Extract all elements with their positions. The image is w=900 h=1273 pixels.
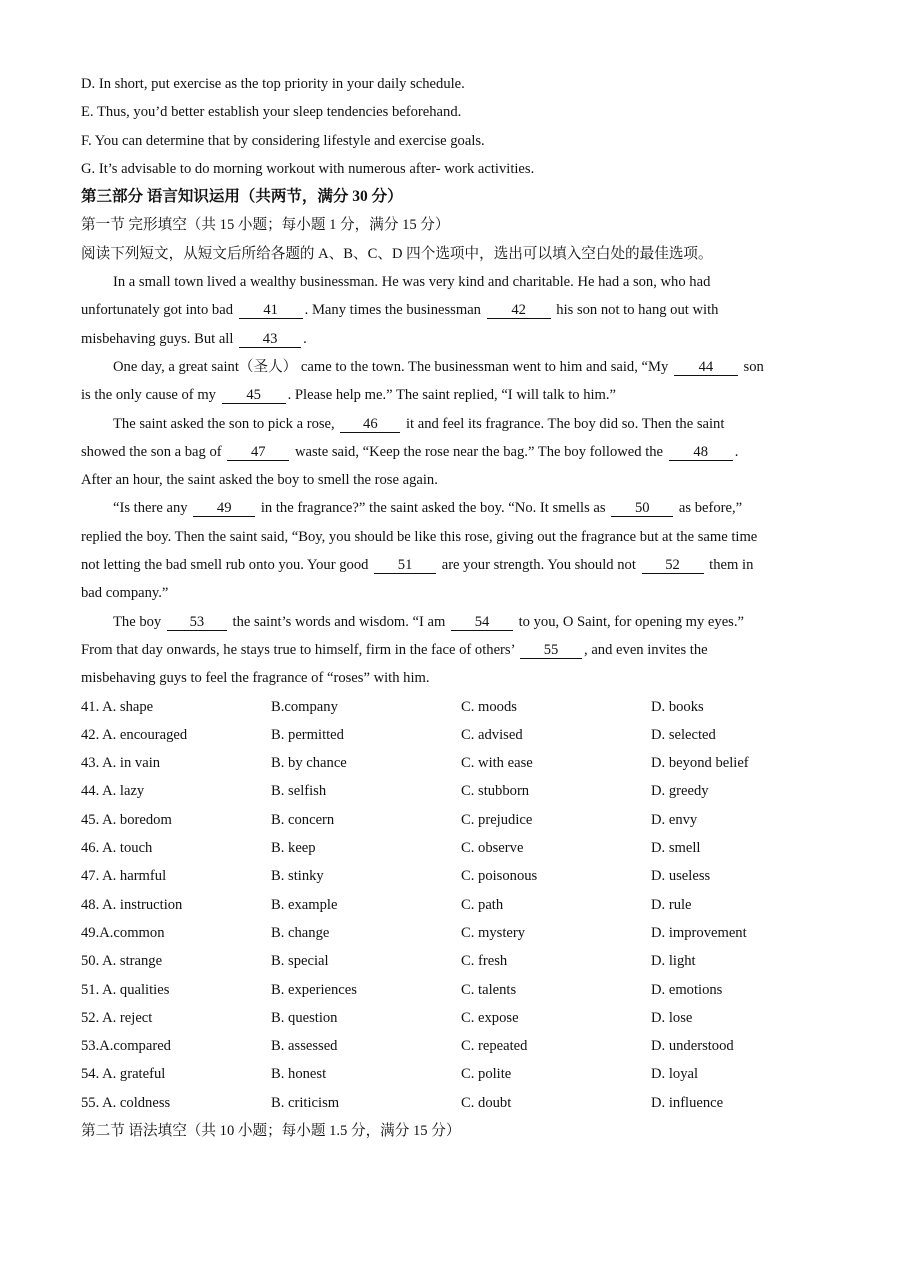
question-54-options [81, 1060, 821, 1088]
option-d[interactable]: D. beyond belief [651, 755, 749, 772]
option-d[interactable]: D. selected [651, 726, 716, 743]
option-d[interactable]: D. useless [651, 868, 711, 885]
option-c[interactable]: C. doubt [461, 1094, 512, 1111]
option-a[interactable]: 41. A. shape [81, 698, 154, 715]
option-c[interactable]: C. moods [461, 698, 517, 715]
option-a[interactable]: 44. A. lazy [81, 783, 145, 800]
option-d[interactable]: D. lose [651, 1009, 693, 1026]
option-d: D. In short, put exercise as the top priority in your daily schedule. [81, 76, 465, 92]
option-d[interactable]: D. improvement [651, 924, 747, 941]
option-b[interactable]: B. by chance [271, 755, 347, 772]
question-43-options [81, 749, 821, 777]
option-b[interactable]: B. question [271, 1009, 338, 1026]
option-a[interactable]: 46. A. touch [81, 840, 153, 857]
blank-47[interactable]: 47 [227, 444, 289, 461]
passage-line: One day, a great saint（圣人） came to the town. The businessman went to him and said, “My 44 son [113, 358, 764, 375]
answer-options [81, 693, 821, 1117]
option-d[interactable]: D. light [651, 953, 696, 970]
option-d[interactable]: D. smell [651, 840, 701, 857]
cloze-passage [81, 268, 821, 692]
blank-53[interactable]: 53 [167, 614, 227, 631]
option-b[interactable]: B. special [271, 953, 329, 970]
option-a[interactable]: 45. A. boredom [81, 811, 172, 828]
blank-46[interactable]: 46 [340, 416, 400, 433]
passage-line: misbehaving guys to feel the fragrance of “roses” with him. [81, 670, 430, 687]
passage-line: showed the son a bag of 47 waste said, “Keep the rose near the bag.” The boy followed the 48 . [81, 443, 739, 460]
exam-page [81, 70, 821, 1145]
option-c[interactable]: C. fresh [461, 953, 508, 970]
option-d[interactable]: D. greedy [651, 783, 709, 800]
blank-48[interactable]: 48 [669, 444, 733, 461]
option-b[interactable]: B. permitted [271, 726, 344, 743]
option-b[interactable]: B. concern [271, 811, 335, 828]
section-two-title: 第二节 语法填空（共 10 小题；每小题 1.5 分，满分 15 分） [81, 1122, 461, 1139]
question-53-options [81, 1032, 821, 1060]
option-a[interactable]: 43. A. in vain [81, 755, 161, 772]
question-51-options [81, 976, 821, 1004]
option-b[interactable]: B. experiences [271, 981, 357, 998]
question-55-options [81, 1089, 821, 1117]
option-c[interactable]: C. mystery [461, 924, 526, 941]
option-c[interactable]: C. prejudice [461, 811, 533, 828]
option-a[interactable]: 55. A. coldness [81, 1094, 171, 1111]
question-41-options [81, 693, 821, 721]
option-b[interactable]: B. example [271, 896, 338, 913]
option-e: E. Thus, you’d better establish your sleep tendencies beforehand. [81, 104, 462, 121]
option-a[interactable]: 42. A. encouraged [81, 726, 188, 743]
option-a[interactable]: 50. A. strange [81, 953, 163, 970]
option-d[interactable]: D. loyal [651, 1066, 699, 1083]
blank-45[interactable]: 45 [222, 387, 286, 404]
section-one-title: 第一节 完形填空（共 15 小题；每小题 1 分，满分 15 分） [81, 217, 450, 234]
question-44-options [81, 777, 821, 805]
passage-line: In a small town lived a wealthy businessman. He was very kind and charitable. He had a son, who had [113, 274, 711, 291]
instructions: 阅读下列短文，从短文后所给各题的 A、B、C、D 四个选项中，选出可以填入空白处的最佳选项。 [81, 245, 713, 262]
blank-55[interactable]: 55 [520, 642, 582, 659]
option-b[interactable]: B. change [271, 924, 330, 941]
question-45-options [81, 806, 821, 834]
option-d[interactable]: D. emotions [651, 981, 723, 998]
passage-line: The saint asked the son to pick a rose, 46 it and feel its fragrance. The boy did so. Then the saint [113, 415, 725, 432]
blank-44[interactable]: 44 [674, 359, 738, 376]
passage-line: “Is there any 49 in the fragrance?” the saint asked the boy. “No. It smells as 50 as before,” [113, 500, 743, 517]
option-g: G. It’s advisable to do morning workout with numerous after- work activities. [81, 160, 535, 177]
passage-line: After an hour, the saint asked the boy to smell the rose again. [81, 472, 438, 489]
option-b[interactable]: B.company [271, 698, 338, 715]
option-a[interactable]: 51. A. qualities [81, 981, 170, 998]
option-a[interactable]: 52. A. reject [81, 1009, 153, 1026]
blank-51[interactable]: 51 [374, 557, 436, 574]
passage-line: replied the boy. Then the saint said, “Boy, you should be like this rose, giving out the fragrance but at the same time [81, 528, 758, 545]
option-d[interactable]: D. understood [651, 1038, 734, 1055]
passage-line: The boy 53 the saint’s words and wisdom. “I am 54 to you, O Saint, for opening my eyes.” [113, 613, 744, 630]
blank-52[interactable]: 52 [642, 557, 704, 574]
passage-line: From that day onwards, he stays true to himself, firm in the face of others’ 55 , and even invites the [81, 641, 708, 658]
option-c[interactable]: C. with ease [461, 755, 533, 772]
option-c[interactable]: C. polite [461, 1066, 512, 1083]
blank-54[interactable]: 54 [451, 614, 513, 631]
option-c[interactable]: C. stubborn [461, 783, 530, 800]
option-d[interactable]: D. books [651, 698, 704, 715]
question-48-options [81, 891, 821, 919]
option-c[interactable]: C. poisonous [461, 868, 538, 885]
question-50-options [81, 947, 821, 975]
blank-41[interactable]: 41 [239, 302, 303, 319]
option-d[interactable]: D. envy [651, 811, 698, 828]
option-b[interactable]: B. stinky [271, 868, 324, 885]
passage-line: is the only cause of my 45 . Please help me.” The saint replied, “I will talk to him.” [81, 387, 617, 404]
option-f: F. You can determine that by considering lifestyle and exercise goals. [81, 132, 485, 149]
passage-line: misbehaving guys. But all 43 . [81, 330, 307, 347]
question-46-options [81, 834, 821, 862]
option-b[interactable]: B. keep [271, 840, 316, 857]
option-b[interactable]: B. assessed [271, 1038, 338, 1055]
question-42-options [81, 721, 821, 749]
blank-42[interactable]: 42 [487, 302, 551, 319]
option-a[interactable]: 48. A. instruction [81, 896, 183, 913]
option-c[interactable]: C. expose [461, 1009, 519, 1026]
question-52-options [81, 1004, 821, 1032]
option-c[interactable]: C. observe [461, 840, 524, 857]
passage-line: unfortunately got into bad 41 . Many times the businessman 42 his son not to hang out with [81, 302, 719, 319]
question-47-options [81, 862, 821, 890]
blank-49[interactable]: 49 [193, 500, 255, 517]
option-b[interactable]: B. honest [271, 1066, 327, 1083]
option-b[interactable]: B. selfish [271, 783, 327, 800]
option-a[interactable]: 47. A. harmful [81, 868, 167, 885]
option-c[interactable]: C. advised [461, 726, 523, 743]
option-a[interactable]: 53.A.compared [81, 1038, 171, 1055]
option-c[interactable]: C. talents [461, 981, 517, 998]
option-b[interactable]: B. criticism [271, 1094, 340, 1111]
option-d[interactable]: D. influence [651, 1094, 724, 1111]
passage-line: not letting the bad smell rub onto you. Your good 51 are your strength. You should not 52 them in [81, 557, 754, 574]
option-c[interactable]: C. path [461, 896, 504, 913]
option-a[interactable]: 54. A. grateful [81, 1066, 166, 1083]
blank-43[interactable]: 43 [239, 331, 301, 348]
blank-50[interactable]: 50 [611, 500, 673, 517]
question-49-options [81, 919, 821, 947]
passage-line: bad company.” [81, 585, 169, 602]
option-c[interactable]: C. repeated [461, 1038, 528, 1055]
option-a[interactable]: 49.A.common [81, 924, 165, 941]
part-three-title: 第三部分 语言知识运用（共两节，满分 30 分） [81, 188, 403, 206]
option-d[interactable]: D. rule [651, 896, 692, 913]
